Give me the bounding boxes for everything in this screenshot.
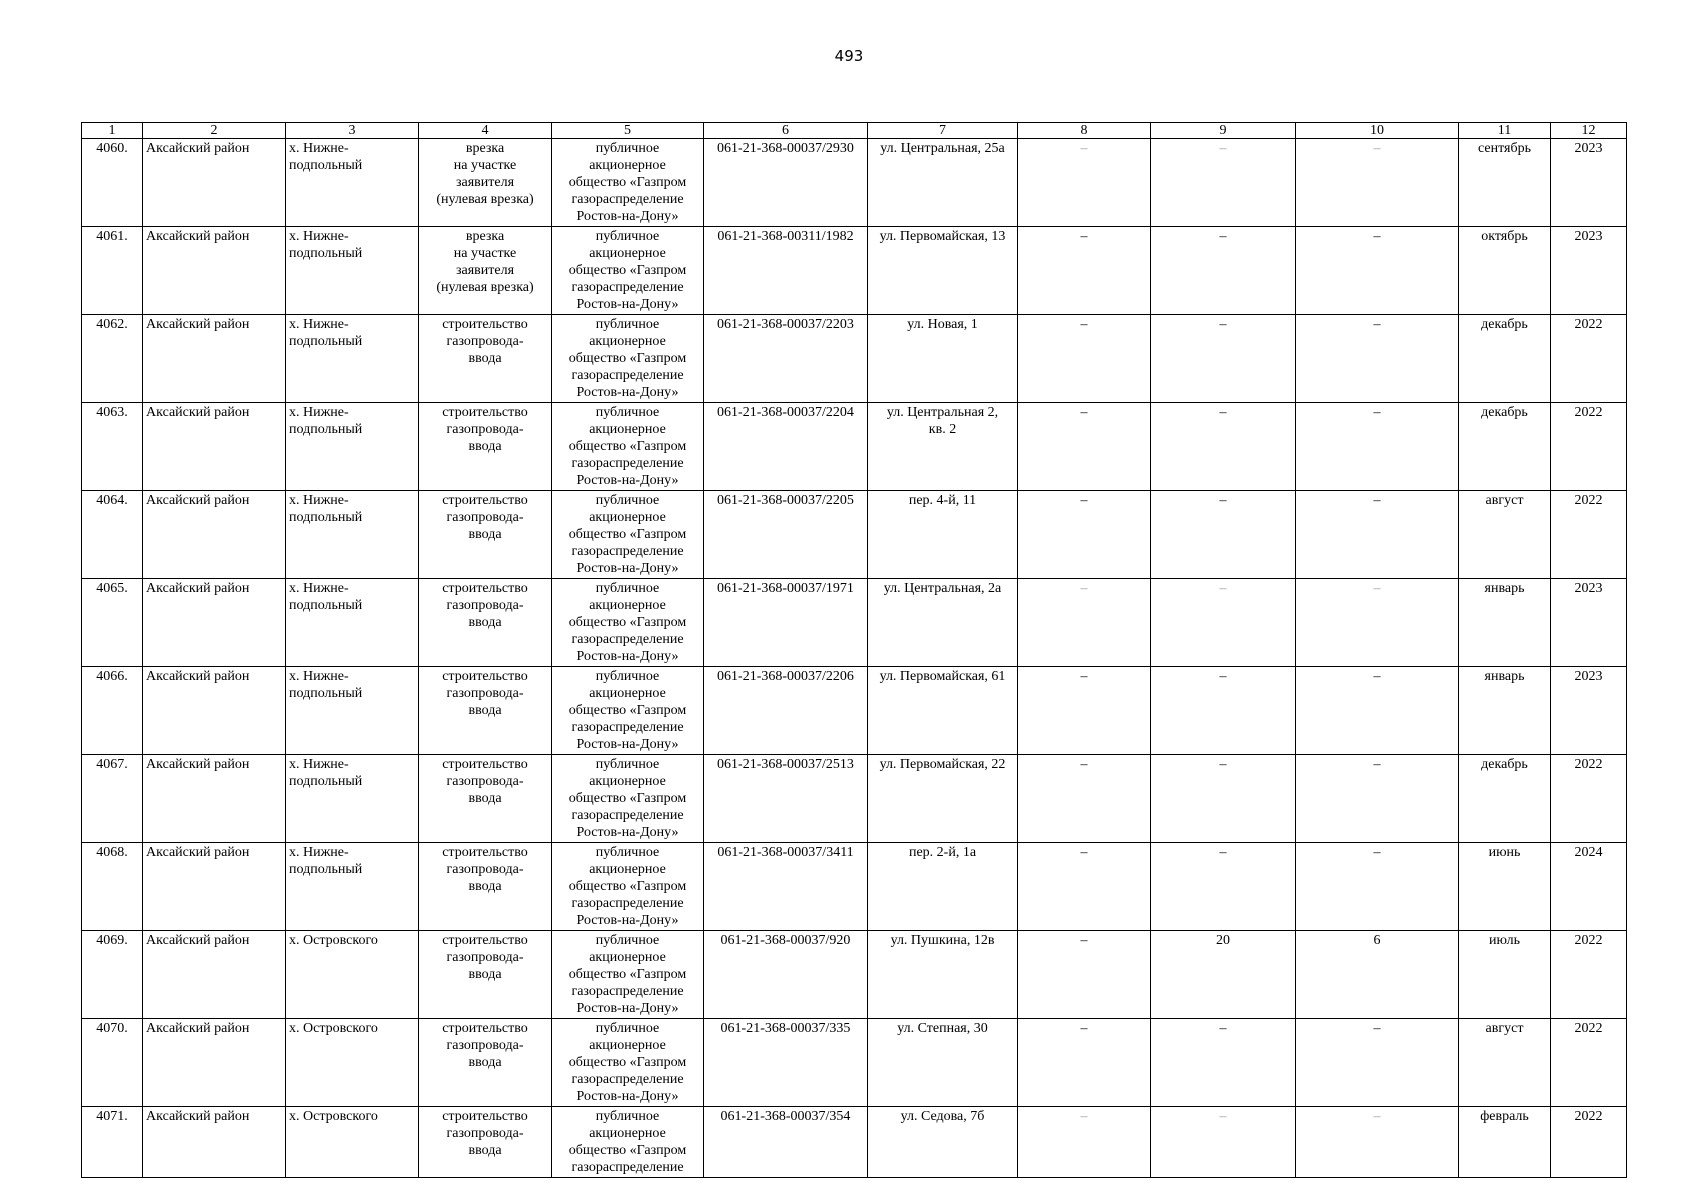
column-8-cell: –: [1018, 1019, 1151, 1107]
work-type-cell: строительство газопровода- ввода: [419, 403, 552, 491]
year-cell: 2023: [1551, 579, 1627, 667]
work-type-cell: строительство газопровода- ввода: [419, 931, 552, 1019]
table-row: [82, 227, 1627, 315]
row-number-cell: 4066.: [82, 667, 143, 755]
row-number-cell: 4062.: [82, 315, 143, 403]
column-8-cell: –: [1018, 931, 1151, 1019]
settlement-cell: х. Нижне- подпольный: [286, 843, 419, 931]
application-code-cell: 061-21-368-00037/354: [704, 1107, 868, 1178]
column-9-cell: –: [1151, 1107, 1296, 1178]
month-cell: февраль: [1459, 1107, 1551, 1178]
month-cell: октябрь: [1459, 227, 1551, 315]
application-code-cell: 061-21-368-00037/2513: [704, 755, 868, 843]
table-row: [82, 315, 1627, 403]
column-8-cell: –: [1018, 667, 1151, 755]
column-8-cell: –: [1018, 579, 1151, 667]
organization-cell: публичное акционерное общество «Газпром газораспределение Ростов-на-Дону»: [552, 579, 704, 667]
year-cell: 2022: [1551, 1019, 1627, 1107]
column-8-cell: –: [1018, 491, 1151, 579]
application-code-cell: 061-21-368-00037/920: [704, 931, 868, 1019]
column-10-cell: –: [1296, 491, 1459, 579]
application-code-cell: 061-21-368-00037/2930: [704, 139, 868, 227]
work-type-cell: строительство газопровода- ввода: [419, 843, 552, 931]
settlement-cell: х. Нижне- подпольный: [286, 227, 419, 315]
column-9-cell: –: [1151, 667, 1296, 755]
column-10-cell: –: [1296, 227, 1459, 315]
address-cell: пер. 4-й, 11: [868, 491, 1018, 579]
column-8-cell: –: [1018, 227, 1151, 315]
work-type-cell: строительство газопровода- ввода: [419, 579, 552, 667]
column-header-6: 6: [704, 123, 868, 139]
application-code-cell: 061-21-368-00037/2203: [704, 315, 868, 403]
table-row: [82, 139, 1627, 227]
address-cell: ул. Пушкина, 12в: [868, 931, 1018, 1019]
month-cell: сентябрь: [1459, 139, 1551, 227]
organization-cell: публичное акционерное общество «Газпром газораспределение Ростов-на-Дону»: [552, 227, 704, 315]
row-number-cell: 4067.: [82, 755, 143, 843]
month-cell: июль: [1459, 931, 1551, 1019]
settlement-cell: х. Островского: [286, 931, 419, 1019]
district-cell: Аксайский район: [143, 579, 286, 667]
organization-cell: публичное акционерное общество «Газпром газораспределение Ростов-на-Дону»: [552, 1019, 704, 1107]
application-code-cell: 061-21-368-00037/1971: [704, 579, 868, 667]
column-10-cell: –: [1296, 315, 1459, 403]
month-cell: август: [1459, 491, 1551, 579]
row-number-cell: 4070.: [82, 1019, 143, 1107]
column-header-11: 11: [1459, 123, 1551, 139]
district-cell: Аксайский район: [143, 1107, 286, 1178]
column-header-4: 4: [419, 123, 552, 139]
column-header-9: 9: [1151, 123, 1296, 139]
table-row: [82, 491, 1627, 579]
address-cell: ул. Новая, 1: [868, 315, 1018, 403]
month-cell: декабрь: [1459, 315, 1551, 403]
year-cell: 2024: [1551, 843, 1627, 931]
address-cell: ул. Центральная, 25а: [868, 139, 1018, 227]
column-header-2: 2: [143, 123, 286, 139]
column-9-cell: –: [1151, 579, 1296, 667]
column-9-cell: –: [1151, 755, 1296, 843]
address-cell: ул. Центральная 2, кв. 2: [868, 403, 1018, 491]
application-code-cell: 061-21-368-00037/2205: [704, 491, 868, 579]
column-10-cell: –: [1296, 1107, 1459, 1178]
district-cell: Аксайский район: [143, 139, 286, 227]
organization-cell: публичное акционерное общество «Газпром газораспределение Ростов-на-Дону»: [552, 755, 704, 843]
column-9-cell: –: [1151, 491, 1296, 579]
table-row: [82, 1107, 1627, 1178]
column-8-cell: –: [1018, 315, 1151, 403]
month-cell: декабрь: [1459, 403, 1551, 491]
application-code-cell: 061-21-368-00037/3411: [704, 843, 868, 931]
organization-cell: публичное акционерное общество «Газпром газораспределение: [552, 1107, 704, 1178]
column-10-cell: –: [1296, 579, 1459, 667]
organization-cell: публичное акционерное общество «Газпром газораспределение Ростов-на-Дону»: [552, 667, 704, 755]
table-row: [82, 667, 1627, 755]
address-cell: ул. Седова, 7б: [868, 1107, 1018, 1178]
organization-cell: публичное акционерное общество «Газпром газораспределение Ростов-на-Дону»: [552, 931, 704, 1019]
column-9-cell: 20: [1151, 931, 1296, 1019]
column-header-7: 7: [868, 123, 1018, 139]
column-10-cell: –: [1296, 843, 1459, 931]
table-row: [82, 843, 1627, 931]
column-8-cell: –: [1018, 1107, 1151, 1178]
work-type-cell: строительство газопровода- ввода: [419, 491, 552, 579]
application-code-cell: 061-21-368-00037/2206: [704, 667, 868, 755]
column-10-cell: –: [1296, 667, 1459, 755]
district-cell: Аксайский район: [143, 843, 286, 931]
row-number-cell: 4069.: [82, 931, 143, 1019]
address-cell: ул. Центральная, 2а: [868, 579, 1018, 667]
row-number-cell: 4060.: [82, 139, 143, 227]
column-header-3: 3: [286, 123, 419, 139]
column-8-cell: –: [1018, 403, 1151, 491]
address-cell: ул. Первомайская, 13: [868, 227, 1018, 315]
year-cell: 2022: [1551, 491, 1627, 579]
column-10-cell: 6: [1296, 931, 1459, 1019]
work-type-cell: строительство газопровода- ввода: [419, 1019, 552, 1107]
work-type-cell: врезка на участке заявителя (нулевая врезка): [419, 227, 552, 315]
column-number-header: [82, 123, 1627, 139]
column-header-1: 1: [82, 123, 143, 139]
column-header-10: 10: [1296, 123, 1459, 139]
column-9-cell: –: [1151, 403, 1296, 491]
district-cell: Аксайский район: [143, 491, 286, 579]
settlement-cell: х. Нижне- подпольный: [286, 491, 419, 579]
settlement-cell: х. Нижне- подпольный: [286, 579, 419, 667]
table-body: [82, 139, 1627, 1178]
column-8-cell: –: [1018, 755, 1151, 843]
registry-table: [81, 122, 1627, 1178]
column-9-cell: –: [1151, 227, 1296, 315]
district-cell: Аксайский район: [143, 1019, 286, 1107]
year-cell: 2022: [1551, 1107, 1627, 1178]
district-cell: Аксайский район: [143, 227, 286, 315]
row-number-cell: 4064.: [82, 491, 143, 579]
page-number: 493: [834, 47, 864, 65]
settlement-cell: х. Нижне- подпольный: [286, 403, 419, 491]
column-9-cell: –: [1151, 1019, 1296, 1107]
settlement-cell: х. Нижне- подпольный: [286, 315, 419, 403]
work-type-cell: строительство газопровода- ввода: [419, 667, 552, 755]
work-type-cell: врезка на участке заявителя (нулевая врезка): [419, 139, 552, 227]
column-header-5: 5: [552, 123, 704, 139]
application-code-cell: 061-21-368-00037/335: [704, 1019, 868, 1107]
district-cell: Аксайский район: [143, 931, 286, 1019]
column-10-cell: –: [1296, 403, 1459, 491]
column-9-cell: –: [1151, 315, 1296, 403]
table-row: [82, 579, 1627, 667]
address-cell: ул. Первомайская, 61: [868, 667, 1018, 755]
work-type-cell: строительство газопровода- ввода: [419, 1107, 552, 1178]
column-9-cell: –: [1151, 843, 1296, 931]
organization-cell: публичное акционерное общество «Газпром газораспределение Ростов-на-Дону»: [552, 139, 704, 227]
column-10-cell: –: [1296, 755, 1459, 843]
column-header-12: 12: [1551, 123, 1627, 139]
column-10-cell: –: [1296, 139, 1459, 227]
year-cell: 2022: [1551, 403, 1627, 491]
district-cell: Аксайский район: [143, 755, 286, 843]
month-cell: январь: [1459, 667, 1551, 755]
column-9-cell: –: [1151, 139, 1296, 227]
year-cell: 2022: [1551, 931, 1627, 1019]
month-cell: январь: [1459, 579, 1551, 667]
settlement-cell: х. Островского: [286, 1019, 419, 1107]
application-code-cell: 061-21-368-00311/1982: [704, 227, 868, 315]
month-cell: июнь: [1459, 843, 1551, 931]
organization-cell: публичное акционерное общество «Газпром газораспределение Ростов-на-Дону»: [552, 491, 704, 579]
column-8-cell: –: [1018, 843, 1151, 931]
row-number-cell: 4071.: [82, 1107, 143, 1178]
district-cell: Аксайский район: [143, 315, 286, 403]
settlement-cell: х. Нижне- подпольный: [286, 667, 419, 755]
row-number-cell: 4065.: [82, 579, 143, 667]
settlement-cell: х. Нижне- подпольный: [286, 139, 419, 227]
address-cell: ул. Первомайская, 22: [868, 755, 1018, 843]
district-cell: Аксайский район: [143, 667, 286, 755]
column-header-8: 8: [1018, 123, 1151, 139]
row-number-cell: 4061.: [82, 227, 143, 315]
month-cell: август: [1459, 1019, 1551, 1107]
work-type-cell: строительство газопровода- ввода: [419, 315, 552, 403]
table-row: [82, 403, 1627, 491]
year-cell: 2023: [1551, 139, 1627, 227]
address-cell: ул. Степная, 30: [868, 1019, 1018, 1107]
table-row: [82, 931, 1627, 1019]
organization-cell: публичное акционерное общество «Газпром газораспределение Ростов-на-Дону»: [552, 403, 704, 491]
year-cell: 2022: [1551, 315, 1627, 403]
settlement-cell: х. Нижне- подпольный: [286, 755, 419, 843]
address-cell: пер. 2-й, 1а: [868, 843, 1018, 931]
row-number-cell: 4068.: [82, 843, 143, 931]
column-8-cell: –: [1018, 139, 1151, 227]
table-row: [82, 1019, 1627, 1107]
organization-cell: публичное акционерное общество «Газпром газораспределение Ростов-на-Дону»: [552, 315, 704, 403]
month-cell: декабрь: [1459, 755, 1551, 843]
year-cell: 2022: [1551, 755, 1627, 843]
work-type-cell: строительство газопровода- ввода: [419, 755, 552, 843]
year-cell: 2023: [1551, 667, 1627, 755]
row-number-cell: 4063.: [82, 403, 143, 491]
application-code-cell: 061-21-368-00037/2204: [704, 403, 868, 491]
column-10-cell: –: [1296, 1019, 1459, 1107]
organization-cell: публичное акционерное общество «Газпром газораспределение Ростов-на-Дону»: [552, 843, 704, 931]
settlement-cell: х. Островского: [286, 1107, 419, 1178]
table-row: [82, 755, 1627, 843]
year-cell: 2023: [1551, 227, 1627, 315]
district-cell: Аксайский район: [143, 403, 286, 491]
